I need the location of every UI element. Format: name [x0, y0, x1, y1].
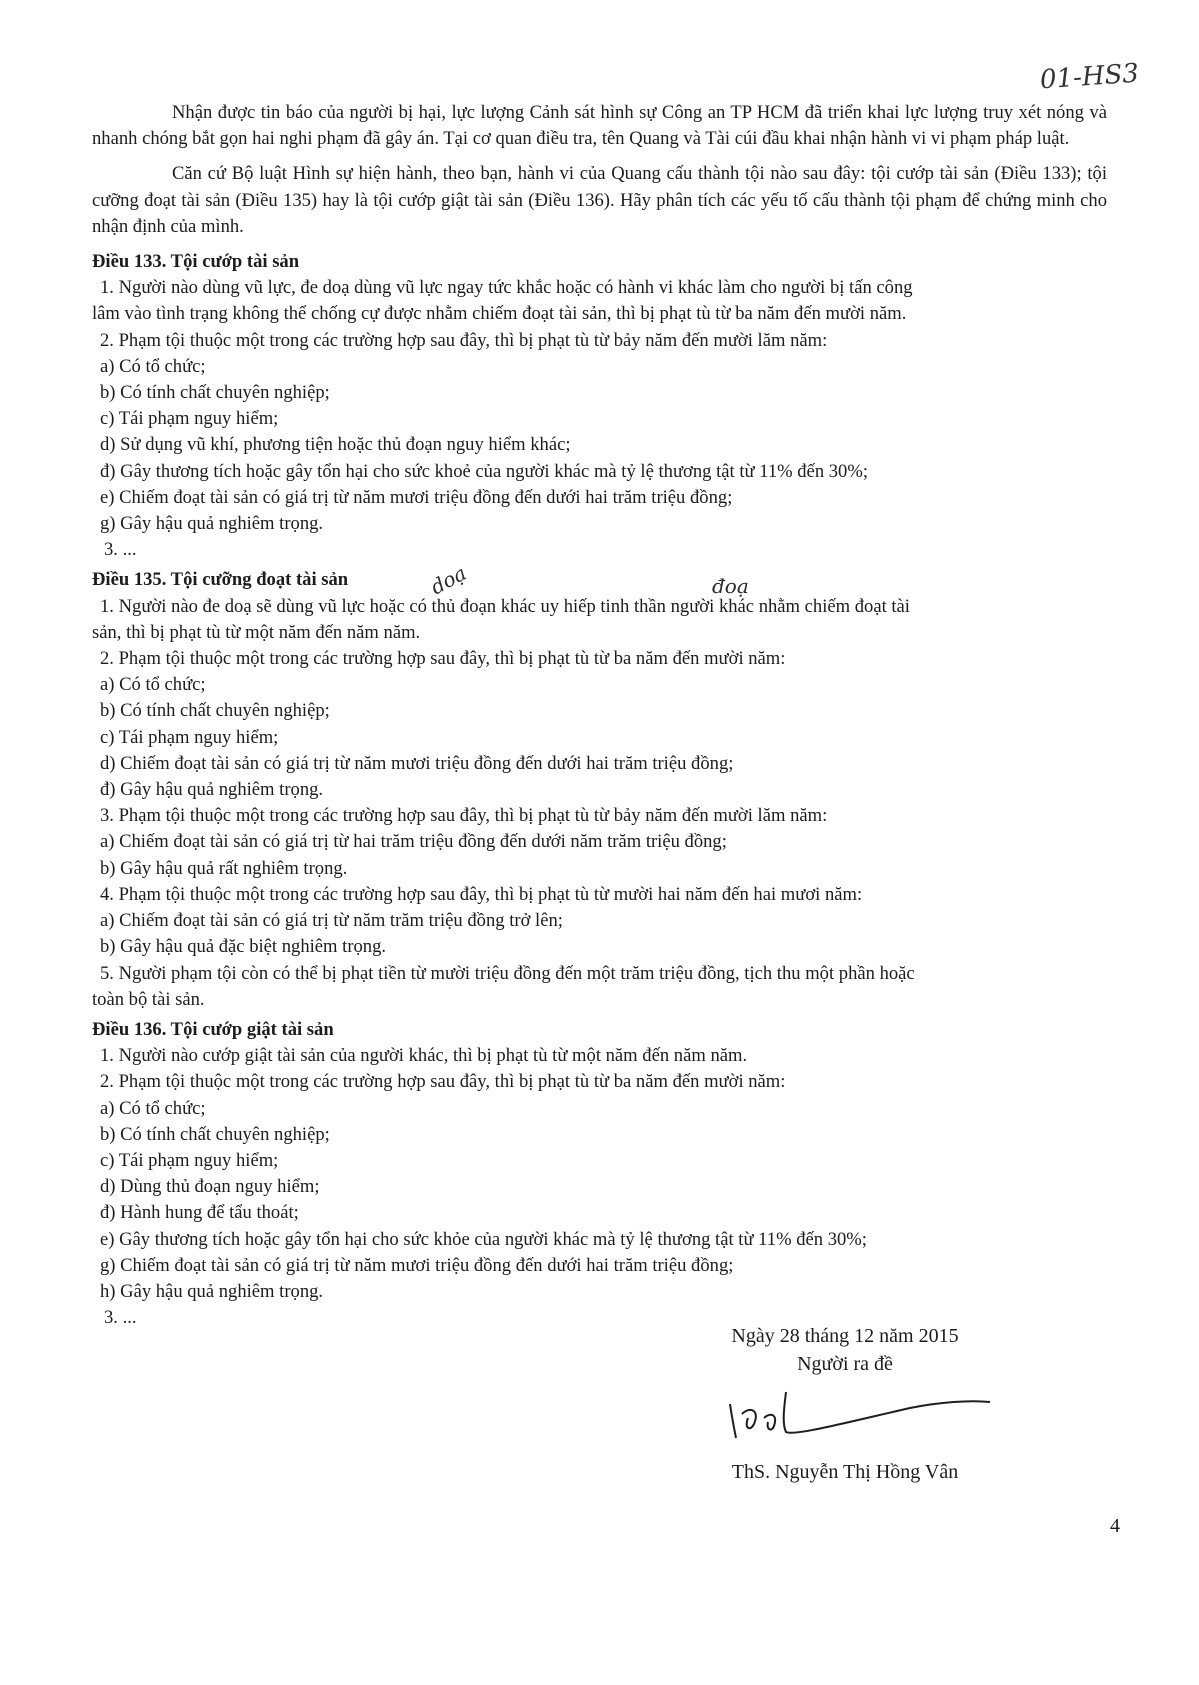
- article-136-item-a: a) Có tổ chức;: [100, 1097, 206, 1119]
- article-133-clause-3: 3. ...: [104, 539, 137, 561]
- article-135-clause-1: 1. Người nào đe doạ sẽ dùng vũ lực hoặc có thủ đoạn khác uy hiếp tinh thần người khác nhằm chiếm đoạt tài: [100, 595, 910, 617]
- article-135-clause-3-item-a: a) Chiếm đoạt tài sản có giá trị từ hai trăm triệu đồng đến dưới năm trăm triệu đồng;: [100, 831, 727, 853]
- handwritten-annotation-1: doạ: [426, 560, 471, 600]
- article-135-clause-3-item-b: b) Gây hậu quả rất nghiêm trọng.: [100, 857, 348, 879]
- article-136-heading: Điều 136. Tội cướp giật tài sản: [92, 1018, 334, 1040]
- article-135-clause-4-item-a: a) Chiếm đoạt tài sản có giá trị từ năm trăm triệu đồng trở lên;: [100, 910, 563, 932]
- article-133-clause-2: 2. Phạm tội thuộc một trong các trường hợp sau đây, thì bị phạt tù từ bảy năm đến mười lăm năm:: [100, 329, 828, 351]
- article-136-clause-3: 3. ...: [104, 1307, 137, 1329]
- article-135-item-dd: đ) Gây hậu quả nghiêm trọng.: [100, 779, 324, 801]
- article-135-item-d: d) Chiếm đoạt tài sản có giá trị từ năm mươi triệu đồng đến dưới hai trăm triệu đồng;: [100, 752, 734, 774]
- article-136-item-d: d) Dùng thủ đoạn nguy hiểm;: [100, 1176, 320, 1198]
- article-136-item-g: g) Chiếm đoạt tài sản có giá trị từ năm mươi triệu đồng đến dưới hai trăm triệu đồng;: [100, 1254, 734, 1276]
- handwritten-code: 01-HS3: [1039, 58, 1140, 96]
- document-body: [92, 100, 1107, 1331]
- article-136-item-b: b) Có tính chất chuyên nghiệp;: [100, 1123, 330, 1145]
- article-133-item-b: b) Có tính chất chuyên nghiệp;: [100, 382, 330, 404]
- article-133-heading: Điều 133. Tội cướp tài sản: [92, 251, 300, 273]
- article-136-item-dd: đ) Hành hung để tẩu thoát;: [100, 1202, 299, 1224]
- article-133-item-dd: đ) Gây thương tích hoặc gây tổn hại cho sức khoẻ của người khác mà tỷ lệ thương tật từ 11% đến 30%;: [100, 460, 869, 482]
- page-number: 4: [1110, 1515, 1120, 1537]
- article-135-clause-1-cont: sản, thì bị phạt tù từ một năm đến năm năm.: [92, 621, 421, 643]
- signature-name: ThS. Nguyễn Thị Hồng Vân: [731, 1461, 959, 1483]
- article-136-item-e: e) Gây thương tích hoặc gây tổn hại cho sức khỏe của người khác mà tỷ lệ thương tật từ 11% đến 30%;: [100, 1228, 867, 1250]
- article-133-item-e: e) Chiếm đoạt tài sản có giá trị từ năm mươi triệu đồng đến dưới hai trăm triệu đồng;: [100, 486, 733, 508]
- handwritten-annotation-2: đoạ: [712, 574, 749, 598]
- article-135-heading: Điều 135. Tội cưỡng đoạt tài sản: [92, 569, 349, 591]
- article-133-clause-1-cont: lâm vào tình trạng không thể chống cự được nhằm chiếm đoạt tài sản, thì bị phạt tù từ ba năm đến mười năm.: [92, 303, 907, 325]
- article-133-item-c: c) Tái phạm nguy hiểm;: [100, 408, 279, 430]
- article-135-clause-5-cont: toàn bộ tài sản.: [92, 988, 205, 1010]
- article-136-clause-1: 1. Người nào cướp giật tài sản của người khác, thì bị phạt tù từ một năm đến năm năm.: [100, 1045, 748, 1067]
- article-135-item-a: a) Có tổ chức;: [100, 674, 206, 696]
- signature-role: Người ra đề: [797, 1353, 893, 1375]
- article-135-clause-5: 5. Người phạm tội còn có thể bị phạt tiền từ mười triệu đồng đến một trăm triệu đồng, tịch thu một phần hoặc: [100, 962, 915, 984]
- handwritten-signature: [690, 1384, 1000, 1446]
- article-133-item-g: g) Gây hậu quả nghiêm trọng.: [100, 513, 324, 535]
- article-136-clause-2: 2. Phạm tội thuộc một trong các trường hợp sau đây, thì bị phạt tù từ ba năm đến mười năm:: [100, 1071, 786, 1093]
- intro-paragraph-2: Căn cứ Bộ luật Hình sự hiện hành, theo bạn, hành vi của Quang cấu thành tội nào sau đây: tội cướp tài sản (Điều 133); tội cưỡng đoạt tài sản (Điều 135) hay là tội cướp giật tài sản (Điều 136). Hãy phân tích các yếu tố cấu thành tội phạm để chứng minh cho nhận định của mình.: [92, 163, 1107, 237]
- article-135-clause-4: 4. Phạm tội thuộc một trong các trường hợp sau đây, thì bị phạt tù từ mười hai năm đến hai mươi năm:: [100, 883, 863, 905]
- article-135-item-b: b) Có tính chất chuyên nghiệp;: [100, 700, 330, 722]
- intro-paragraph-1: Nhận được tin báo của người bị hại, lực lượng Cảnh sát hình sự Công an TP HCM đã triển khai lực lượng truy xét nóng và nhanh chóng bắt gọn hai nghi phạm đã gây án. Tại cơ quan điều tra, tên Quang và Tài cúi đầu khai nhận hành vi vi phạm pháp luật.: [92, 102, 1107, 150]
- article-133-clause-1: 1. Người nào dùng vũ lực, đe doạ dùng vũ lực ngay tức khắc hoặc có hành vi khác làm cho người bị tấn công: [100, 277, 913, 299]
- article-135-clause-2: 2. Phạm tội thuộc một trong các trường hợp sau đây, thì bị phạt tù từ ba năm đến mười năm:: [100, 648, 786, 670]
- signature-block: [680, 1322, 1010, 1486]
- article-135-clause-4-item-b: b) Gây hậu quả đặc biệt nghiêm trọng.: [100, 936, 387, 958]
- signature-date: Ngày 28 tháng 12 năm 2015: [731, 1325, 959, 1347]
- article-136-item-c: c) Tái phạm nguy hiểm;: [100, 1149, 279, 1171]
- article-136-item-h: h) Gây hậu quả nghiêm trọng.: [100, 1280, 324, 1302]
- article-133-item-d: d) Sử dụng vũ khí, phương tiện hoặc thủ đoạn nguy hiểm khác;: [100, 434, 571, 456]
- article-135-item-c: c) Tái phạm nguy hiểm;: [100, 726, 279, 748]
- article-135-clause-3: 3. Phạm tội thuộc một trong các trường hợp sau đây, thì bị phạt tù từ bảy năm đến mười lăm năm:: [100, 805, 828, 827]
- article-133-item-a: a) Có tổ chức;: [100, 355, 206, 377]
